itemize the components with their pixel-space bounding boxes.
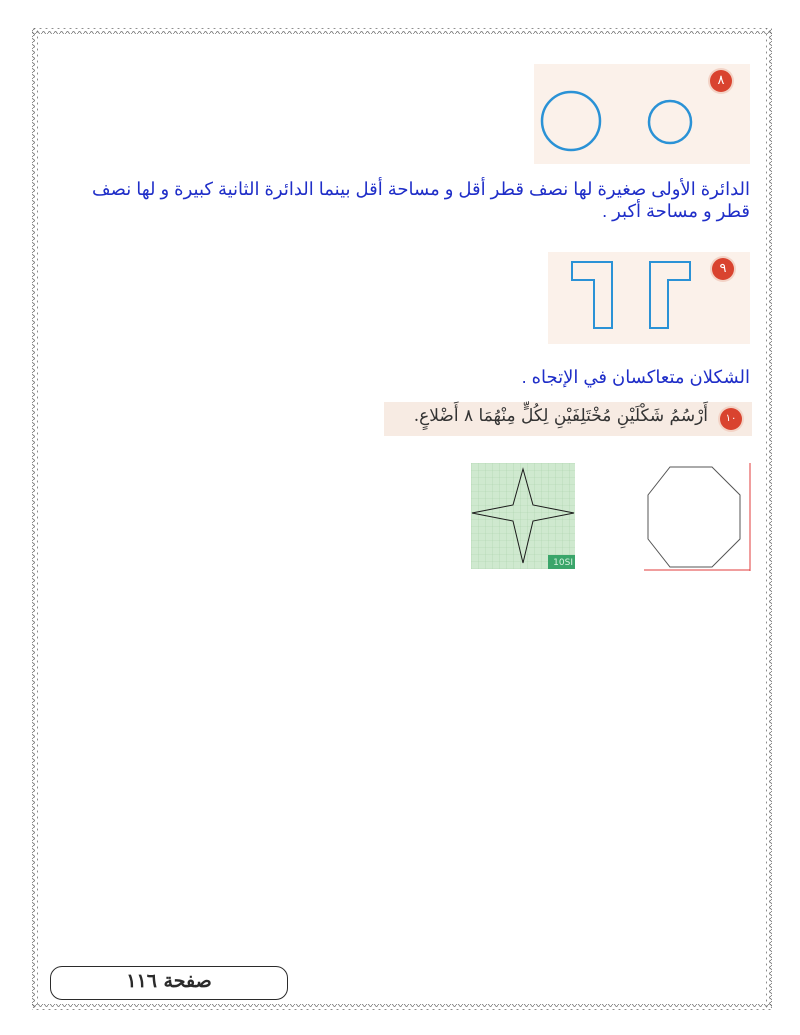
large-circle xyxy=(542,92,600,150)
page-number-label: صفحة ١١٦ xyxy=(126,970,212,992)
question-8-badge: ٨ xyxy=(710,70,732,92)
question-10-prompt-strip xyxy=(384,402,752,436)
question-9-badge: ٩ xyxy=(712,258,734,280)
question-9-answer: الشكلان متعاكسان في الإتجاه . xyxy=(521,367,750,387)
page-number-tab xyxy=(50,966,288,1000)
small-circle xyxy=(649,101,691,143)
octagon-drawing xyxy=(640,463,752,571)
regular-octagon xyxy=(648,467,740,567)
grid-watermark: 10SI xyxy=(553,558,573,568)
star-grid-figure xyxy=(471,463,575,569)
star-drawing xyxy=(471,463,575,569)
octagon-figure xyxy=(640,463,752,571)
left-shape xyxy=(572,262,612,328)
question-10-badge: ١٠ xyxy=(720,408,742,430)
question-8-answer: الدائرة الأولى صغيرة لها نصف قطر أقل و مساحة أقل بينما الدائرة الثانية كبيرة و لها نصف قطر و مساحة أكبر . xyxy=(91,179,750,221)
question-10-prompt: أَرْسُمُ شَكْلَيْنِ مُخْتَلِفَيْنِ لِكُلٍّ مِنْهُمَا ٨ أَضْلاعٍ. xyxy=(413,406,708,426)
right-shape xyxy=(650,262,690,328)
